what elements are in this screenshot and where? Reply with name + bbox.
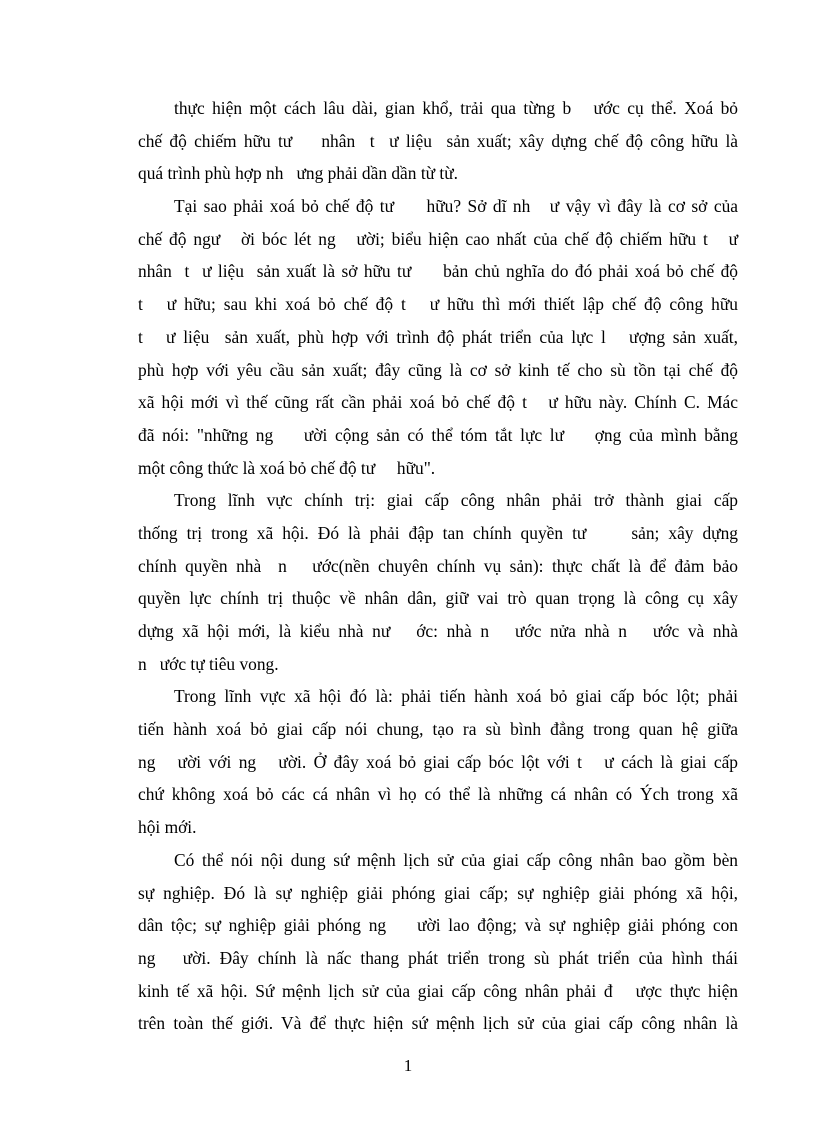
text-line: chế độ ngư ời bóc lét ng ười; biểu hiện cao nhất của chế độ chiếm hữu t ư xyxy=(138,228,738,249)
text-line: thực hiện một cách lâu dài, gian khổ, trải qua từng b ước cụ thể. Xoá bỏ xyxy=(174,98,738,118)
text-line: một công thức là xoá bỏ chế độ tư hữu". xyxy=(138,457,436,478)
text-line: t ư liệu sản xuất, phù hợp với trình độ phát triển của lực l ượng sản xuất, xyxy=(138,326,738,347)
text-line: tiến hành xoá bỏ giai cấp nói chung, tạo ra sù bình đẳng trong quan hệ giữa xyxy=(138,719,738,740)
text-line: Trong lĩnh vực chính trị: giai cấp công nhân phải trở thành giai cấp xyxy=(174,490,738,511)
text-line: Có thể nói nội dung sứ mệnh lịch sử của giai cấp công nhân bao gồm bèn xyxy=(174,849,738,870)
text-line: kinh tế xã hội. Sứ mệnh lịch sử của giai cấp công nhân phải đ ược thực hiện xyxy=(138,980,738,1001)
text-line: thống trị trong xã hội. Đó là phải đập tan chính quyền tư sản; xây dựng xyxy=(138,522,738,543)
text-line: Trong lĩnh vực xã hội đó là: phải tiến hành xoá bỏ giai cấp bóc lột; phải xyxy=(174,686,738,707)
text-line: sự nghiệp. Đó là sự nghiệp giải phóng giai cấp; sự nghiệp giải phóng xã hội, xyxy=(138,882,738,903)
text-line: đã nói: "những ng ười cộng sản có thể tóm tắt lực lư ợng của mình bằng xyxy=(138,424,738,445)
text-line: dựng xã hội mới, là kiểu nhà nư ớc: nhà n ước nửa nhà n ước và nhà xyxy=(138,621,738,641)
text-line: ng ười. Đây chính là nấc thang phát triển trong sù phát triển của hình thái xyxy=(138,947,738,968)
text-line: hội mới. xyxy=(138,817,197,838)
text-line: n ước tự tiêu vong. xyxy=(138,653,279,674)
text-line: xã hội mới vì thế cũng rất cần phải xoá bỏ chế độ t ư hữu này. Chính C. Mác xyxy=(138,392,738,413)
text-line: phù hợp với yêu cầu sản xuất; đây cũng là cơ sở kinh tế cho sù tồn tại chế độ xyxy=(138,359,738,380)
text-line: ng ười với ng ười. Ở đây xoá bỏ giai cấp bóc lột với t ư cách là giai cấp xyxy=(138,751,738,772)
text-line: nhân t ư liệu sản xuất là sở hữu tư bản chủ nghĩa do đó phải xoá bỏ chế độ xyxy=(138,261,738,282)
text-line: dân tộc; sự nghiệp giải phóng ng ười lao động; và sự nghiệp giải phóng con xyxy=(138,915,738,936)
text-line: Tại sao phải xoá bỏ chế độ tư hữu? Sở dĩ nh ư vậy vì đây là cơ sở của xyxy=(174,196,738,217)
text-line: chính quyền nhà n ước(nền chuyên chính vụ sản): thực chất là để đảm bảo xyxy=(138,555,738,576)
text-line: quá trình phù hợp nh ưng phải dần dần từ từ. xyxy=(138,163,459,184)
text-line: trên toàn thế giới. Và để thực hiện sứ mệnh lịch sử của giai cấp công nhân là xyxy=(138,1013,738,1034)
text-line: t ư hữu; sau khi xoá bỏ chế độ t ư hữu thì mới thiết lập chế độ công hữu xyxy=(138,294,738,315)
text-line: chế độ chiếm hữu tư nhân t ư liệu sản xuất; xây dựng chế độ công hữu là xyxy=(138,130,738,151)
text-line: chứ không xoá bỏ các cá nhân vì họ có thể là những cá nhân có Ých trong xã xyxy=(138,784,738,805)
document-body xyxy=(138,92,738,1040)
page-number: 1 xyxy=(403,1056,413,1075)
text-line: quyền lực chính trị thuộc về nhân dân, giữ vai trò quan trọng là công cụ xây xyxy=(138,588,738,609)
